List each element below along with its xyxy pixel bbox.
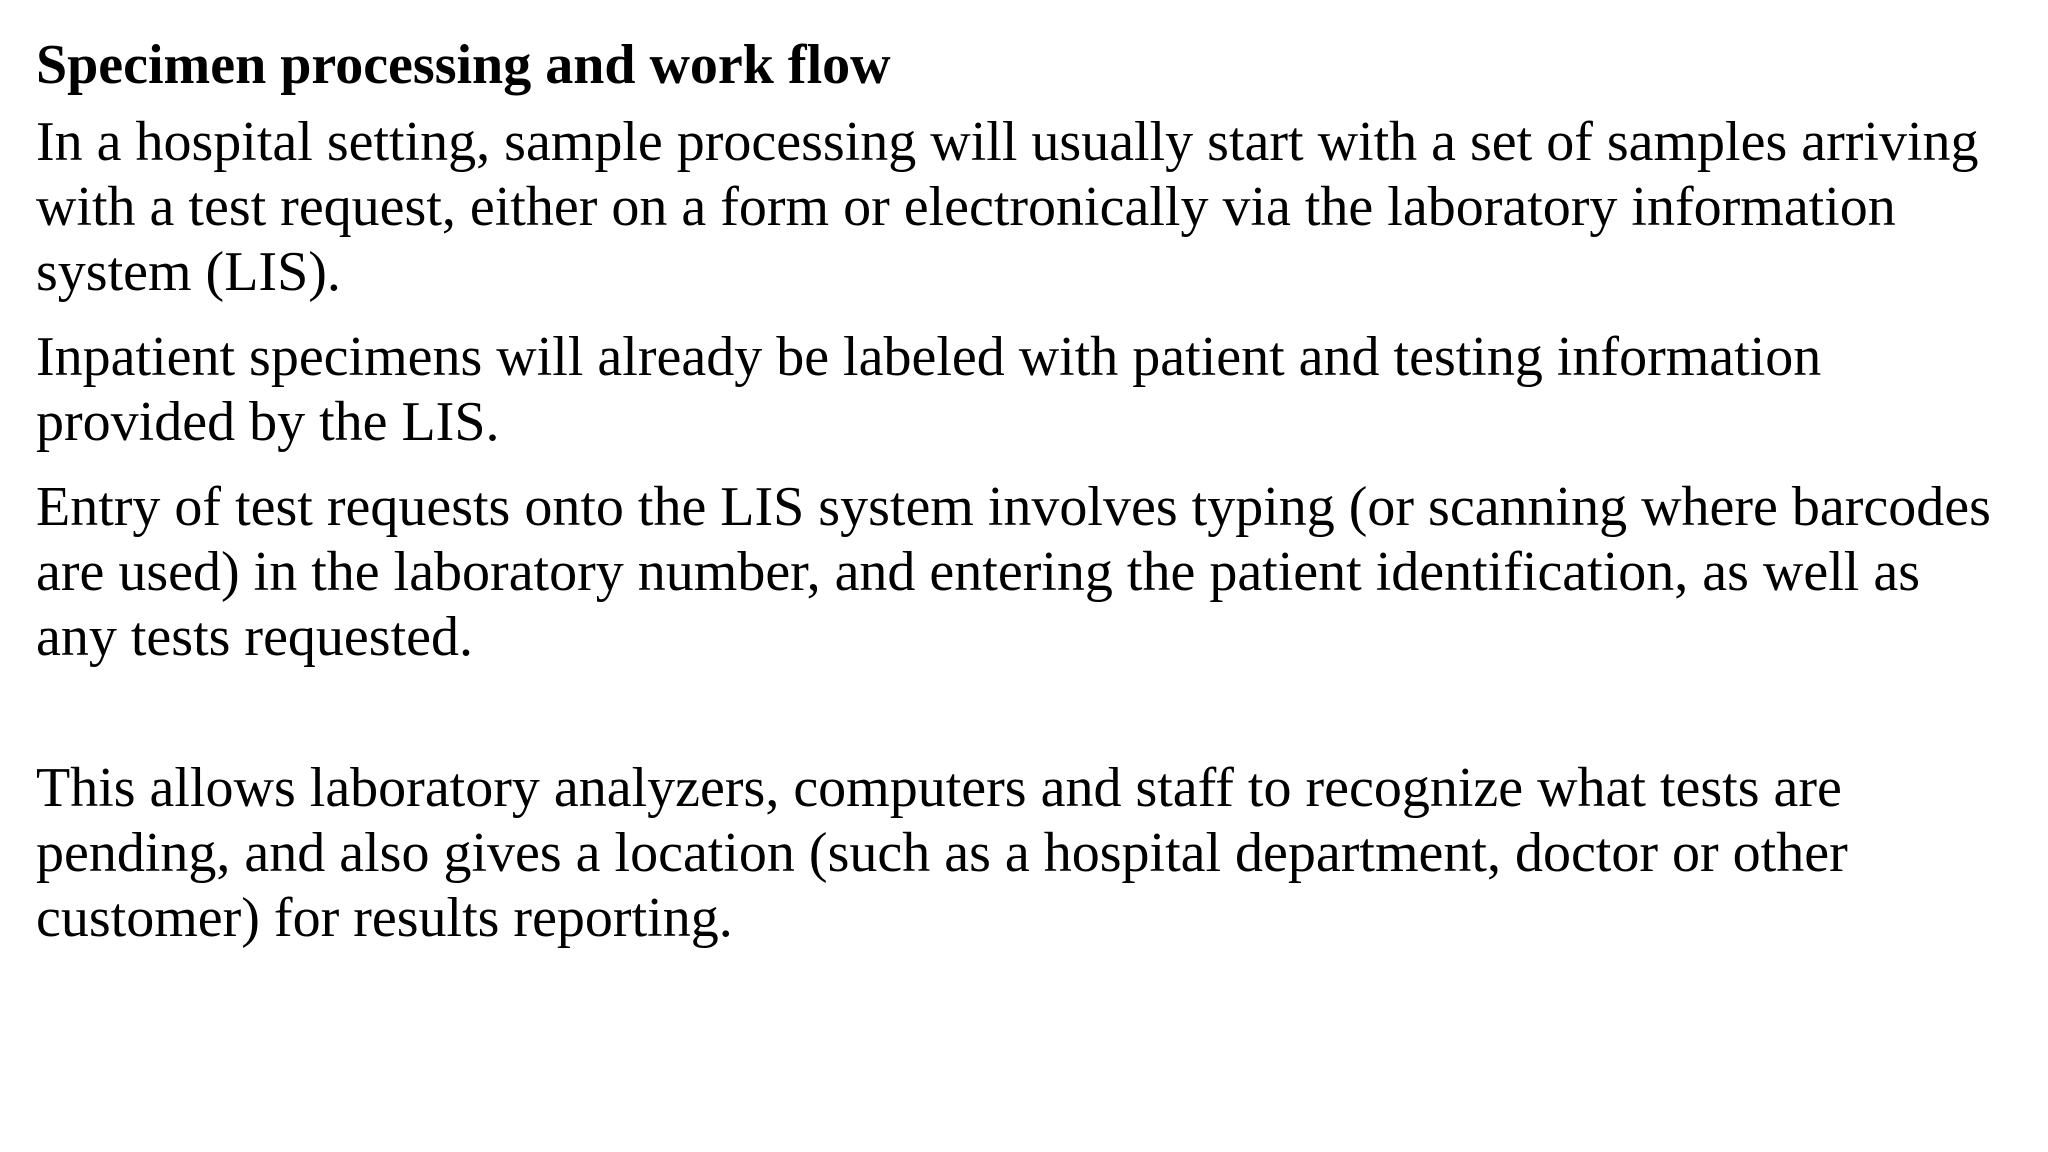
document-title: Specimen processing and work flow — [36, 34, 891, 96]
document-page — [36, 34, 1996, 971]
paragraph-2: Inpatient specimens will already be labeled with patient and testing information provided by the LIS. — [36, 326, 1822, 453]
paragraph-3: Entry of test requests onto the LIS system involves typing (or scanning where barcodes are used) in the laboratory number, and entering the patient identification, as well as any tests requested. — [36, 476, 1991, 668]
paragraph-1: In a hospital setting, sample processing will usually start with a set of samples arriving with a test request, either on a form or electronically via the laboratory information system (LIS). — [36, 111, 1979, 303]
paragraph-4: This allows laboratory analyzers, computers and staff to recognize what tests are pending, and also gives a location (such as a hospital department, doctor or other customer) for results reporting. — [36, 757, 1848, 949]
